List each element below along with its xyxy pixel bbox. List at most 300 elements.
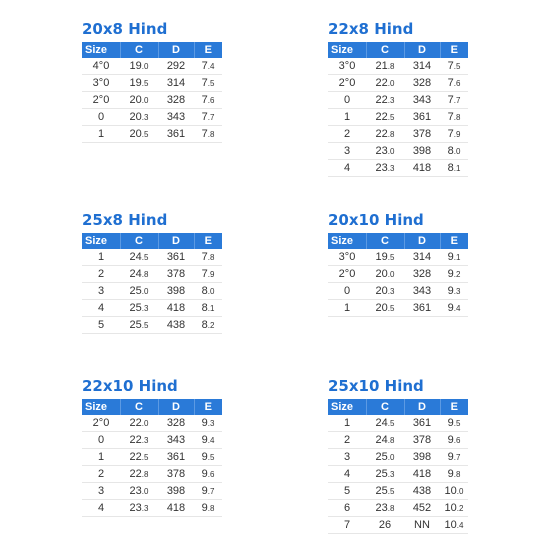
cell-d: 378 bbox=[404, 432, 440, 449]
cell-d: 361 bbox=[404, 415, 440, 432]
cell-e-fraction: .0 bbox=[207, 287, 215, 296]
cell-e-whole: 9 bbox=[201, 468, 208, 480]
header-row bbox=[328, 399, 468, 415]
cell-size: 1 bbox=[82, 249, 120, 266]
cell-size: 3°0 bbox=[328, 58, 366, 75]
cell-c bbox=[120, 415, 158, 432]
cell-size: 5 bbox=[82, 317, 120, 334]
cell-c-whole: 22 bbox=[375, 128, 388, 140]
cell-c-whole: 20 bbox=[129, 94, 142, 106]
table-row bbox=[82, 466, 222, 483]
header-row bbox=[82, 399, 222, 415]
cell-c-fraction: .5 bbox=[387, 419, 395, 428]
cell-e-fraction: .3 bbox=[453, 287, 461, 296]
column-header-c: C bbox=[120, 399, 158, 415]
cell-size: 1 bbox=[328, 109, 366, 126]
cell-c-whole: 20 bbox=[129, 128, 142, 140]
cell-e-fraction: .2 bbox=[453, 270, 461, 279]
column-header-e: E bbox=[194, 42, 222, 58]
cell-e-whole: 8 bbox=[201, 285, 208, 297]
cell-e-whole: 10 bbox=[444, 485, 457, 497]
cell-d: 398 bbox=[158, 283, 194, 300]
cell-size: 1 bbox=[328, 300, 366, 317]
cell-e-fraction: .8 bbox=[453, 470, 461, 479]
cell-e bbox=[194, 75, 222, 92]
cell-c-whole: 20 bbox=[129, 111, 142, 123]
cell-e-fraction: .7 bbox=[453, 96, 461, 105]
cell-e-whole: 7 bbox=[201, 268, 208, 280]
column-header-e: E bbox=[440, 42, 468, 58]
cell-e-whole: 7 bbox=[201, 111, 208, 123]
cell-e-fraction: .4 bbox=[456, 521, 464, 530]
cell-e-fraction: .8 bbox=[453, 113, 461, 122]
cell-c bbox=[120, 126, 158, 143]
cell-e-whole: 9 bbox=[201, 502, 208, 514]
table-block bbox=[328, 18, 478, 177]
cell-e-whole: 9 bbox=[447, 251, 454, 263]
cell-e-fraction: .3 bbox=[207, 419, 215, 428]
cell-e bbox=[440, 432, 468, 449]
cell-c bbox=[120, 483, 158, 500]
cell-e-fraction: .6 bbox=[207, 96, 215, 105]
cell-size: 2°0 bbox=[328, 75, 366, 92]
cell-d: 328 bbox=[404, 266, 440, 283]
cell-c-fraction: .0 bbox=[141, 96, 149, 105]
cell-e-fraction: .4 bbox=[453, 304, 461, 313]
cell-e-fraction: .2 bbox=[456, 504, 464, 513]
cell-c-whole: 25 bbox=[129, 319, 142, 331]
cell-e-whole: 8 bbox=[447, 162, 454, 174]
cell-c bbox=[366, 75, 404, 92]
column-header-size: Size bbox=[328, 233, 366, 249]
cell-e-whole: 8 bbox=[201, 319, 208, 331]
cell-e bbox=[440, 466, 468, 483]
cell-c-whole: 20 bbox=[375, 285, 388, 297]
table-row bbox=[328, 143, 468, 160]
cell-c-fraction: .5 bbox=[387, 304, 395, 313]
cell-c-whole: 22 bbox=[375, 94, 388, 106]
cell-c bbox=[120, 249, 158, 266]
cell-c-fraction: .0 bbox=[387, 453, 395, 462]
cell-e bbox=[440, 266, 468, 283]
cell-e-whole: 8 bbox=[201, 302, 208, 314]
cell-c-whole: 23 bbox=[129, 502, 142, 514]
table-row bbox=[328, 283, 468, 300]
cell-c-fraction: .8 bbox=[387, 130, 395, 139]
cell-c-whole: 25 bbox=[375, 451, 388, 463]
table-block bbox=[328, 375, 478, 534]
cell-c-fraction: .0 bbox=[141, 62, 149, 71]
cell-d: 398 bbox=[404, 143, 440, 160]
cell-e bbox=[440, 126, 468, 143]
table-row bbox=[328, 58, 468, 75]
cell-d: 398 bbox=[404, 449, 440, 466]
cell-d: 343 bbox=[404, 283, 440, 300]
cell-e bbox=[440, 449, 468, 466]
cell-c-whole: 22 bbox=[129, 451, 142, 463]
column-header-e: E bbox=[440, 399, 468, 415]
cell-size: 3 bbox=[82, 483, 120, 500]
size-table bbox=[328, 399, 468, 534]
cell-e bbox=[440, 143, 468, 160]
cell-e-fraction: .9 bbox=[453, 130, 461, 139]
cell-e-fraction: .8 bbox=[207, 130, 215, 139]
cell-c-whole: 25 bbox=[375, 485, 388, 497]
cell-d: 438 bbox=[404, 483, 440, 500]
cell-size: 0 bbox=[82, 109, 120, 126]
table-row bbox=[328, 126, 468, 143]
cell-d: 438 bbox=[158, 317, 194, 334]
cell-e-whole: 7 bbox=[447, 77, 454, 89]
cell-c-whole: 23 bbox=[375, 502, 388, 514]
column-header-size: Size bbox=[82, 399, 120, 415]
column-header-d: D bbox=[404, 399, 440, 415]
cell-d: 418 bbox=[404, 160, 440, 177]
size-table bbox=[328, 233, 468, 317]
cell-e-whole: 9 bbox=[447, 417, 454, 429]
cell-e-fraction: .7 bbox=[207, 487, 215, 496]
cell-size: 2 bbox=[328, 432, 366, 449]
cell-e-fraction: .1 bbox=[453, 164, 461, 173]
cell-c bbox=[120, 317, 158, 334]
table-title: 22x8 Hind bbox=[328, 20, 414, 38]
cell-e bbox=[440, 517, 468, 534]
table-block bbox=[82, 375, 232, 517]
cell-e-fraction: .6 bbox=[453, 79, 461, 88]
cell-c-fraction: .3 bbox=[141, 113, 149, 122]
cell-c-whole: 24 bbox=[129, 251, 142, 263]
size-table bbox=[82, 233, 222, 334]
cell-c-whole: 19 bbox=[129, 77, 142, 89]
table-row bbox=[82, 283, 222, 300]
cell-size: 4 bbox=[82, 300, 120, 317]
cell-c bbox=[366, 160, 404, 177]
cell-d: 343 bbox=[158, 109, 194, 126]
cell-d: 361 bbox=[158, 249, 194, 266]
table-row bbox=[328, 160, 468, 177]
cell-e bbox=[194, 466, 222, 483]
column-header-c: C bbox=[366, 233, 404, 249]
table-row bbox=[82, 432, 222, 449]
table-row bbox=[82, 483, 222, 500]
cell-c-whole: 22 bbox=[375, 111, 388, 123]
cell-size: 4 bbox=[328, 466, 366, 483]
table-row bbox=[82, 500, 222, 517]
cell-e-whole: 9 bbox=[447, 285, 454, 297]
cell-c-fraction: .0 bbox=[141, 487, 149, 496]
cell-size: 0 bbox=[328, 283, 366, 300]
cell-c-fraction: .5 bbox=[387, 113, 395, 122]
cell-size: 2°0 bbox=[82, 92, 120, 109]
cell-c-fraction: .8 bbox=[141, 270, 149, 279]
cell-d: 418 bbox=[158, 300, 194, 317]
cell-e-whole: 9 bbox=[447, 451, 454, 463]
cell-c bbox=[366, 517, 404, 534]
table-row bbox=[328, 466, 468, 483]
table-row bbox=[328, 266, 468, 283]
cell-e-whole: 7 bbox=[447, 128, 454, 140]
cell-c-fraction: .0 bbox=[141, 287, 149, 296]
cell-size: 7 bbox=[328, 517, 366, 534]
cell-e-whole: 7 bbox=[447, 60, 454, 72]
cell-c-whole: 26 bbox=[378, 519, 392, 531]
cell-e-whole: 9 bbox=[201, 485, 208, 497]
table-row bbox=[82, 109, 222, 126]
cell-c-whole: 23 bbox=[375, 145, 388, 157]
cell-e-fraction: .8 bbox=[207, 253, 215, 262]
table-row bbox=[328, 109, 468, 126]
cell-c-whole: 20 bbox=[375, 268, 388, 280]
cell-e-whole: 7 bbox=[447, 111, 454, 123]
table-title: 25x10 Hind bbox=[328, 377, 424, 395]
cell-d: 314 bbox=[404, 249, 440, 266]
cell-d: 328 bbox=[158, 415, 194, 432]
cell-c-whole: 25 bbox=[375, 468, 388, 480]
cell-c bbox=[120, 300, 158, 317]
column-header-e: E bbox=[194, 399, 222, 415]
cell-e bbox=[194, 483, 222, 500]
cell-c-fraction: .3 bbox=[387, 96, 395, 105]
cell-size: 3°0 bbox=[328, 249, 366, 266]
cell-d: 452 bbox=[404, 500, 440, 517]
cell-size: 2 bbox=[82, 466, 120, 483]
table-row bbox=[328, 517, 468, 534]
cell-e bbox=[440, 249, 468, 266]
cell-c-fraction: .5 bbox=[387, 487, 395, 496]
size-table bbox=[82, 42, 222, 143]
cell-e bbox=[194, 109, 222, 126]
cell-e-fraction: .7 bbox=[453, 453, 461, 462]
cell-e-fraction: .9 bbox=[207, 270, 215, 279]
cell-c bbox=[120, 58, 158, 75]
column-header-d: D bbox=[404, 42, 440, 58]
column-header-c: C bbox=[366, 399, 404, 415]
table-row bbox=[328, 500, 468, 517]
cell-e bbox=[440, 160, 468, 177]
cell-e-whole: 7 bbox=[201, 128, 208, 140]
column-header-d: D bbox=[404, 233, 440, 249]
cell-c bbox=[366, 283, 404, 300]
cell-e-whole: 9 bbox=[201, 451, 208, 463]
cell-c-fraction: .3 bbox=[141, 504, 149, 513]
cell-c bbox=[366, 500, 404, 517]
cell-d: 418 bbox=[158, 500, 194, 517]
cell-e-whole: 10 bbox=[444, 519, 457, 531]
cell-size: 4 bbox=[82, 500, 120, 517]
cell-c-whole: 22 bbox=[129, 417, 142, 429]
column-header-d: D bbox=[158, 42, 194, 58]
cell-e bbox=[194, 300, 222, 317]
cell-c-fraction: .8 bbox=[141, 470, 149, 479]
cell-e-whole: 7 bbox=[201, 60, 208, 72]
table-row bbox=[82, 300, 222, 317]
cell-d: 343 bbox=[158, 432, 194, 449]
cell-size: 0 bbox=[328, 92, 366, 109]
table-title: 22x10 Hind bbox=[82, 377, 178, 395]
table-row bbox=[82, 415, 222, 432]
cell-e-whole: 9 bbox=[447, 268, 454, 280]
cell-c bbox=[366, 300, 404, 317]
table-row bbox=[328, 75, 468, 92]
cell-e bbox=[194, 92, 222, 109]
cell-e-fraction: .2 bbox=[207, 321, 215, 330]
cell-c-fraction: .3 bbox=[141, 436, 149, 445]
table-row bbox=[328, 432, 468, 449]
header-row bbox=[328, 42, 468, 58]
cell-e bbox=[194, 500, 222, 517]
table-row bbox=[82, 317, 222, 334]
column-header-c: C bbox=[120, 42, 158, 58]
table-row bbox=[82, 75, 222, 92]
cell-e bbox=[194, 58, 222, 75]
cell-size: 4°0 bbox=[82, 58, 120, 75]
cell-c bbox=[120, 500, 158, 517]
cell-size: 2°0 bbox=[328, 266, 366, 283]
cell-e bbox=[440, 109, 468, 126]
cell-e bbox=[440, 415, 468, 432]
cell-e-fraction: .1 bbox=[453, 253, 461, 262]
cell-e bbox=[194, 249, 222, 266]
cell-c-whole: 20 bbox=[375, 302, 388, 314]
cell-e-fraction: .5 bbox=[207, 453, 215, 462]
cell-d: 361 bbox=[158, 449, 194, 466]
table-block bbox=[82, 209, 232, 334]
cell-e-whole: 7 bbox=[201, 77, 208, 89]
column-header-d: D bbox=[158, 233, 194, 249]
cell-d: 361 bbox=[404, 300, 440, 317]
cell-d: 328 bbox=[158, 92, 194, 109]
cell-e-fraction: .0 bbox=[453, 147, 461, 156]
column-header-d: D bbox=[158, 399, 194, 415]
cell-d: 418 bbox=[404, 466, 440, 483]
cell-c-fraction: .3 bbox=[387, 287, 395, 296]
cell-d: 378 bbox=[158, 266, 194, 283]
cell-e-fraction: .1 bbox=[207, 304, 215, 313]
cell-c bbox=[366, 126, 404, 143]
header-row bbox=[328, 233, 468, 249]
cell-c-fraction: .5 bbox=[141, 453, 149, 462]
table-row bbox=[328, 300, 468, 317]
column-header-e: E bbox=[440, 233, 468, 249]
table-row bbox=[82, 58, 222, 75]
cell-e bbox=[194, 449, 222, 466]
cell-c bbox=[366, 249, 404, 266]
cell-e-whole: 8 bbox=[447, 145, 454, 157]
cell-e bbox=[440, 500, 468, 517]
cell-e-fraction: .6 bbox=[453, 436, 461, 445]
table-title: 20x10 Hind bbox=[328, 211, 424, 229]
cell-c-fraction: .5 bbox=[141, 79, 149, 88]
cell-c-fraction: .8 bbox=[387, 436, 395, 445]
header-row bbox=[82, 233, 222, 249]
cell-c-whole: 19 bbox=[129, 60, 142, 72]
cell-e-whole: 9 bbox=[201, 434, 208, 446]
cell-c-whole: 23 bbox=[375, 162, 388, 174]
cell-d: 378 bbox=[158, 466, 194, 483]
cell-size: 1 bbox=[328, 415, 366, 432]
cell-e-fraction: .0 bbox=[456, 487, 464, 496]
cell-c-fraction: .3 bbox=[387, 470, 395, 479]
cell-e-whole: 10 bbox=[444, 502, 457, 514]
cell-size: 2 bbox=[328, 126, 366, 143]
cell-e bbox=[194, 266, 222, 283]
cell-c bbox=[366, 483, 404, 500]
cell-c-fraction: .3 bbox=[387, 164, 395, 173]
cell-c-whole: 25 bbox=[129, 285, 142, 297]
size-table bbox=[82, 399, 222, 517]
cell-c-fraction: .0 bbox=[387, 147, 395, 156]
table-row bbox=[82, 92, 222, 109]
column-header-size: Size bbox=[82, 42, 120, 58]
cell-e bbox=[194, 432, 222, 449]
cell-d: 314 bbox=[404, 58, 440, 75]
table-title: 25x8 Hind bbox=[82, 211, 168, 229]
cell-c-whole: 24 bbox=[375, 434, 388, 446]
table-row bbox=[328, 483, 468, 500]
table-row bbox=[82, 266, 222, 283]
cell-e-whole: 7 bbox=[201, 251, 208, 263]
table-row bbox=[328, 449, 468, 466]
cell-d: 361 bbox=[158, 126, 194, 143]
column-header-e: E bbox=[194, 233, 222, 249]
cell-c bbox=[120, 283, 158, 300]
cell-size: 3°0 bbox=[82, 75, 120, 92]
cell-c-fraction: .3 bbox=[141, 304, 149, 313]
cell-size: 0 bbox=[82, 432, 120, 449]
cell-c-whole: 19 bbox=[375, 251, 388, 263]
cell-c-whole: 24 bbox=[375, 417, 388, 429]
table-row bbox=[82, 249, 222, 266]
cell-c-fraction: .5 bbox=[141, 321, 149, 330]
cell-size: 2°0 bbox=[82, 415, 120, 432]
cell-c-whole: 24 bbox=[129, 268, 142, 280]
cell-c-fraction: .0 bbox=[141, 419, 149, 428]
cell-size: 5 bbox=[328, 483, 366, 500]
cell-d: 361 bbox=[404, 109, 440, 126]
table-row bbox=[82, 126, 222, 143]
cell-e bbox=[440, 92, 468, 109]
column-header-size: Size bbox=[328, 399, 366, 415]
cell-e bbox=[440, 483, 468, 500]
cell-size: 4 bbox=[328, 160, 366, 177]
cell-e-whole: 7 bbox=[447, 94, 454, 106]
cell-e-whole: 7 bbox=[201, 94, 208, 106]
cell-e-fraction: .4 bbox=[207, 436, 215, 445]
cell-c-fraction: .0 bbox=[387, 79, 395, 88]
cell-e bbox=[440, 75, 468, 92]
cell-c-whole: 25 bbox=[129, 302, 142, 314]
cell-c bbox=[120, 92, 158, 109]
cell-c-fraction: .5 bbox=[387, 253, 395, 262]
cell-c-fraction: .5 bbox=[141, 253, 149, 262]
cell-size: 1 bbox=[82, 126, 120, 143]
cell-d: 328 bbox=[404, 75, 440, 92]
cell-c-whole: 22 bbox=[129, 434, 142, 446]
cell-c bbox=[366, 449, 404, 466]
cell-e-whole: 9 bbox=[447, 434, 454, 446]
cell-e-fraction: .5 bbox=[207, 79, 215, 88]
cell-c bbox=[366, 109, 404, 126]
table-block bbox=[82, 18, 232, 143]
cell-e bbox=[194, 317, 222, 334]
column-header-c: C bbox=[120, 233, 158, 249]
cell-size: 6 bbox=[328, 500, 366, 517]
cell-c-whole: 21 bbox=[375, 60, 388, 72]
table-row bbox=[328, 92, 468, 109]
cell-c bbox=[120, 466, 158, 483]
cell-size: 2 bbox=[82, 266, 120, 283]
cell-c bbox=[120, 75, 158, 92]
